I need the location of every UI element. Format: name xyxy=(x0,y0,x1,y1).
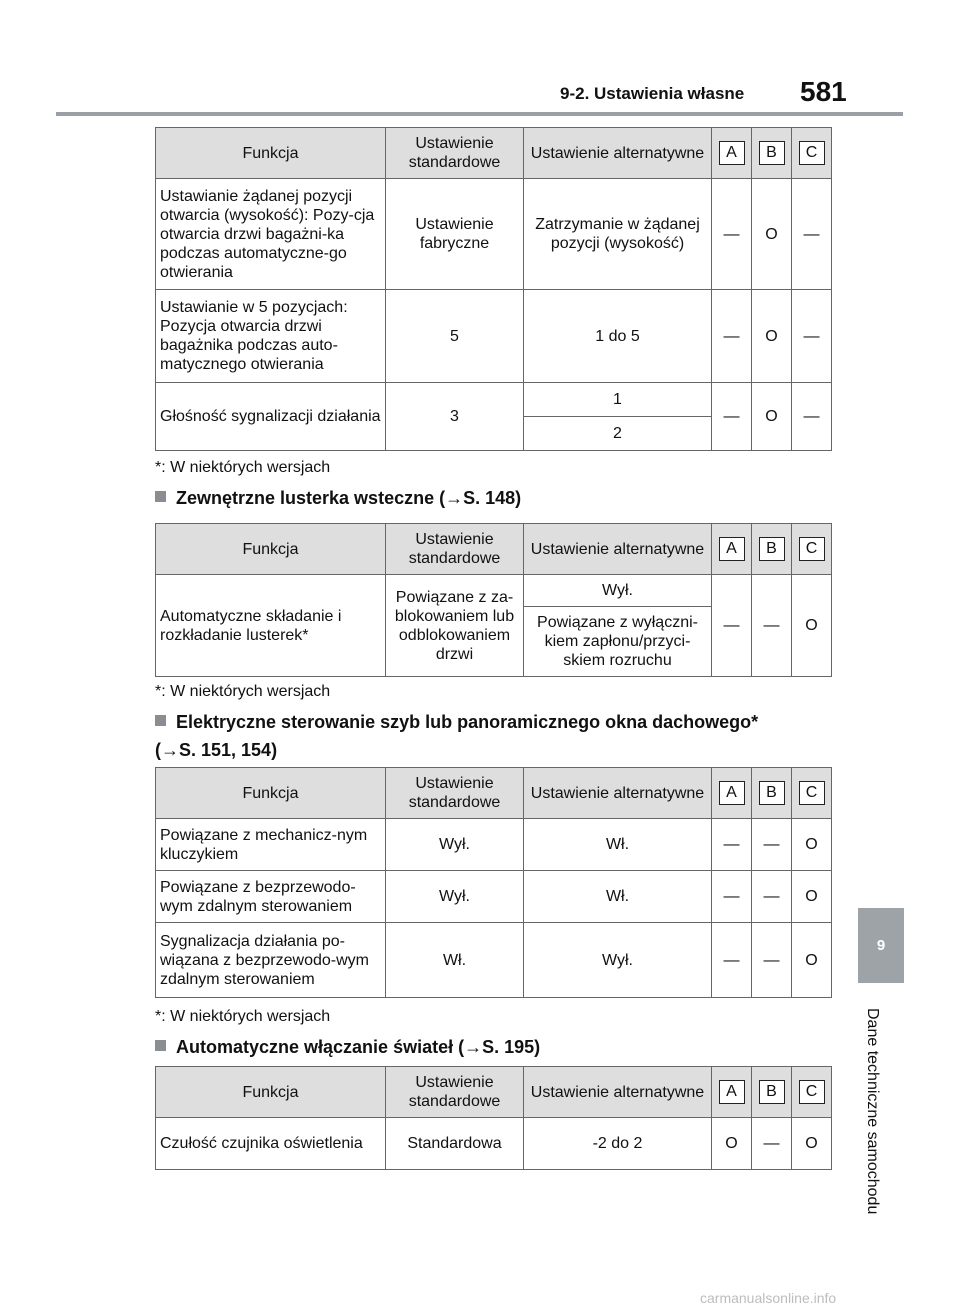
std-cell: 5 xyxy=(386,290,524,383)
chapter-number: 9 xyxy=(876,937,886,954)
table-row xyxy=(156,383,832,417)
b-cell: O xyxy=(752,179,792,290)
c-cell: O xyxy=(792,923,832,998)
letter-a-box: A xyxy=(719,1080,745,1104)
letter-c-box: C xyxy=(799,141,825,165)
table-row xyxy=(156,819,832,871)
alt-cell: Wł. xyxy=(524,819,712,871)
alt-cell: 1 do 5 xyxy=(524,290,712,383)
col-b xyxy=(752,128,792,179)
std-cell: Powiązane z za-blokowaniem lub odblokowaniem drzwi xyxy=(386,575,524,677)
table-row xyxy=(156,179,832,290)
b-cell: — xyxy=(752,871,792,923)
alt-cell: 1 xyxy=(524,383,712,417)
std-cell: Wł. xyxy=(386,923,524,998)
header-divider xyxy=(56,112,903,116)
col-funkcja: Funkcja xyxy=(156,128,386,179)
col-a xyxy=(712,524,752,575)
col-a xyxy=(712,1067,752,1118)
col-c xyxy=(792,524,832,575)
footnote: *: W niektórych wersjach xyxy=(155,459,331,476)
section-title-text: Elektryczne sterowanie szyb lub panoramicznego okna dachowego* xyxy=(176,712,759,732)
settings-table-tailgate xyxy=(155,127,832,451)
letter-b-box: B xyxy=(759,141,785,165)
letter-a-box: A xyxy=(719,537,745,561)
alt-cell: 2 xyxy=(524,417,712,451)
a-cell: — xyxy=(712,575,752,677)
c-cell: — xyxy=(792,290,832,383)
col-alternative: Ustawienie alternatywne xyxy=(524,1067,712,1118)
col-c xyxy=(792,128,832,179)
chapter-label: Dane techniczne samochodu xyxy=(864,1008,881,1215)
section-title-text: Automatyczne włączanie świateł (→S. 195) xyxy=(176,1037,541,1057)
a-cell: — xyxy=(712,923,752,998)
col-alternative: Ustawienie alternatywne xyxy=(524,768,712,819)
col-a xyxy=(712,128,752,179)
letter-b-box: B xyxy=(759,781,785,805)
col-funkcja: Funkcja xyxy=(156,524,386,575)
c-cell: O xyxy=(792,871,832,923)
table-row xyxy=(156,1118,832,1170)
alt-cell: Zatrzymanie w żądanej pozycji (wysokość) xyxy=(524,179,712,290)
std-cell: Wył. xyxy=(386,819,524,871)
settings-table-windows xyxy=(155,767,832,998)
a-cell: — xyxy=(712,290,752,383)
bullet-square-icon xyxy=(155,491,166,502)
func-cell: Czułość czujnika oświetlenia xyxy=(156,1118,386,1170)
std-cell: Wył. xyxy=(386,871,524,923)
func-cell: Automatyczne składanie i rozkładanie lusterek* xyxy=(156,575,386,677)
letter-c-box: C xyxy=(799,781,825,805)
section-title-text: Zewnętrzne lusterka wsteczne (→S. 148) xyxy=(176,488,522,508)
std-cell: Standardowa xyxy=(386,1118,524,1170)
col-alternative: Ustawienie alternatywne xyxy=(524,128,712,179)
col-c xyxy=(792,1067,832,1118)
c-cell: — xyxy=(792,383,832,451)
a-cell: O xyxy=(712,1118,752,1170)
func-cell: Ustawianie w 5 pozycjach: Pozycja otwarcia drzwi bagażnika podczas auto-matycznego otwierania xyxy=(156,290,386,383)
letter-c-box: C xyxy=(799,537,825,561)
table-row xyxy=(156,575,832,607)
alt-cell: Wł. xyxy=(524,871,712,923)
c-cell: O xyxy=(792,1118,832,1170)
col-b xyxy=(752,524,792,575)
letter-a-box: A xyxy=(719,781,745,805)
footnote: *: W niektórych wersjach xyxy=(155,683,331,700)
settings-table-lights xyxy=(155,1066,832,1170)
bullet-square-icon xyxy=(155,715,166,726)
section-title-lights xyxy=(155,1033,540,1061)
b-cell: — xyxy=(752,575,792,677)
a-cell: — xyxy=(712,383,752,451)
c-cell: O xyxy=(792,575,832,677)
func-cell: Głośność sygnalizacji działania xyxy=(156,383,386,451)
col-a xyxy=(712,768,752,819)
chapter-tab xyxy=(858,908,904,983)
func-cell: Powiązane z bezprzewodo-wym zdalnym sterowaniem xyxy=(156,871,386,923)
watermark: carmanualsonline.info xyxy=(700,1290,837,1306)
a-cell: — xyxy=(712,819,752,871)
col-b xyxy=(752,768,792,819)
section-title-windows xyxy=(155,708,758,764)
letter-b-box: B xyxy=(759,537,785,561)
std-cell: 3 xyxy=(386,383,524,451)
table-row xyxy=(156,871,832,923)
func-cell: Sygnalizacja działania po-wiązana z bezprzewodo-wym zdalnym sterowaniem xyxy=(156,923,386,998)
b-cell: O xyxy=(752,383,792,451)
table-row xyxy=(156,290,832,383)
col-funkcja: Funkcja xyxy=(156,768,386,819)
section-title-text-2: (→S. 151, 154) xyxy=(155,740,278,760)
b-cell: O xyxy=(752,290,792,383)
letter-c-box: C xyxy=(799,1080,825,1104)
col-funkcja: Funkcja xyxy=(156,1067,386,1118)
alt-cell: Wył. xyxy=(524,923,712,998)
alt-cell: -2 do 2 xyxy=(524,1118,712,1170)
settings-table-mirrors xyxy=(155,523,832,677)
letter-a-box: A xyxy=(719,141,745,165)
footnote: *: W niektórych wersjach xyxy=(155,1008,331,1025)
col-b xyxy=(752,1067,792,1118)
bullet-square-icon xyxy=(155,1040,166,1051)
col-alternative: Ustawienie alternatywne xyxy=(524,524,712,575)
alt-cell: Powiązane z wyłączni-kiem zapłonu/przyci-skiem rozruchu xyxy=(524,607,712,677)
letter-b-box: B xyxy=(759,1080,785,1104)
col-standard: Ustawienie standardowe xyxy=(386,524,524,575)
section-title-mirrors xyxy=(155,484,521,512)
alt-cell: Wył. xyxy=(524,575,712,607)
b-cell: — xyxy=(752,819,792,871)
func-cell: Powiązane z mechanicz-nym kluczykiem xyxy=(156,819,386,871)
section-header: 9-2. Ustawienia własne xyxy=(560,84,745,103)
col-standard: Ustawienie standardowe xyxy=(386,1067,524,1118)
func-cell: Ustawianie żądanej pozycji otwarcia (wysokość): Pozy-cja otwarcia drzwi bagażni-ka podczas automatyczne-go otwierania xyxy=(156,179,386,290)
table-row xyxy=(156,923,832,998)
col-standard: Ustawienie standardowe xyxy=(386,768,524,819)
col-c xyxy=(792,768,832,819)
col-standard: Ustawienie standardowe xyxy=(386,128,524,179)
std-cell: Ustawienie fabryczne xyxy=(386,179,524,290)
a-cell: — xyxy=(712,871,752,923)
c-cell: O xyxy=(792,819,832,871)
c-cell: — xyxy=(792,179,832,290)
page-number: 581 xyxy=(800,76,847,107)
b-cell: — xyxy=(752,923,792,998)
a-cell: — xyxy=(712,179,752,290)
b-cell: — xyxy=(752,1118,792,1170)
